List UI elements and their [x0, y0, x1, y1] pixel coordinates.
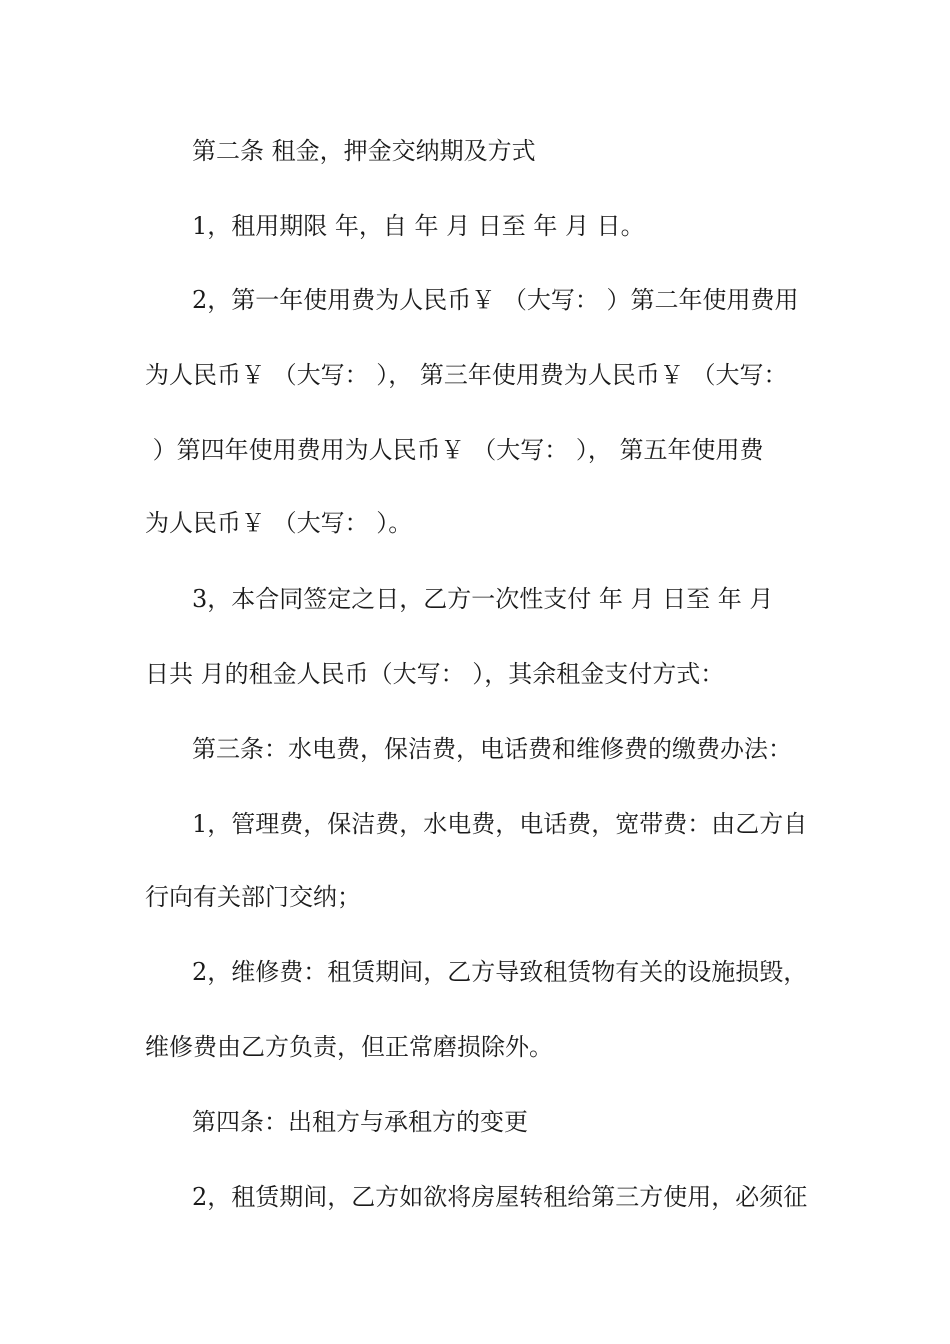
paragraph-line: 维修费由乙方负责，但正常磨损除外。	[145, 1033, 553, 1061]
paragraph-line: 2，租赁期间，乙方如欲将房屋转租给第三方使用，必须征	[192, 1183, 808, 1211]
paragraph-line: 2，维修费：租赁期间，乙方导致租赁物有关的设施损毁，	[192, 958, 808, 986]
article-3-heading: 第三条：水电费，保洁费，电话费和维修费的缴费办法：	[192, 735, 792, 763]
paragraph-line: 1，管理费，保洁费，水电费，电话费，宽带费：由乙方自	[192, 810, 808, 838]
paragraph-line: 为人民币￥ （大写： ）。	[145, 509, 413, 537]
paragraph-line: 为人民币￥ （大写： ）， 第三年使用费为人民币￥ （大写：	[145, 361, 788, 389]
paragraph-line: ）第四年使用费用为人民币￥ （大写： ）， 第五年使用费	[145, 436, 764, 464]
paragraph-line: 1，租用期限 年，自 年 月 日至 年 月 日。	[192, 212, 645, 240]
paragraph-line: 3，本合同签定之日，乙方一次性支付 年 月 日至 年 月	[192, 585, 774, 613]
article-4-heading: 第四条：出租方与承租方的变更	[192, 1108, 528, 1136]
article-2-heading: 第二条 租金，押金交纳期及方式	[192, 137, 536, 165]
paragraph-line: 2，第一年使用费为人民币￥ （大写： ）第二年使用费用	[192, 286, 799, 314]
paragraph-line: 行向有关部门交纳；	[145, 883, 361, 911]
paragraph-line: 日共 月的租金人民币（大写： ），其余租金支付方式：	[145, 660, 725, 688]
